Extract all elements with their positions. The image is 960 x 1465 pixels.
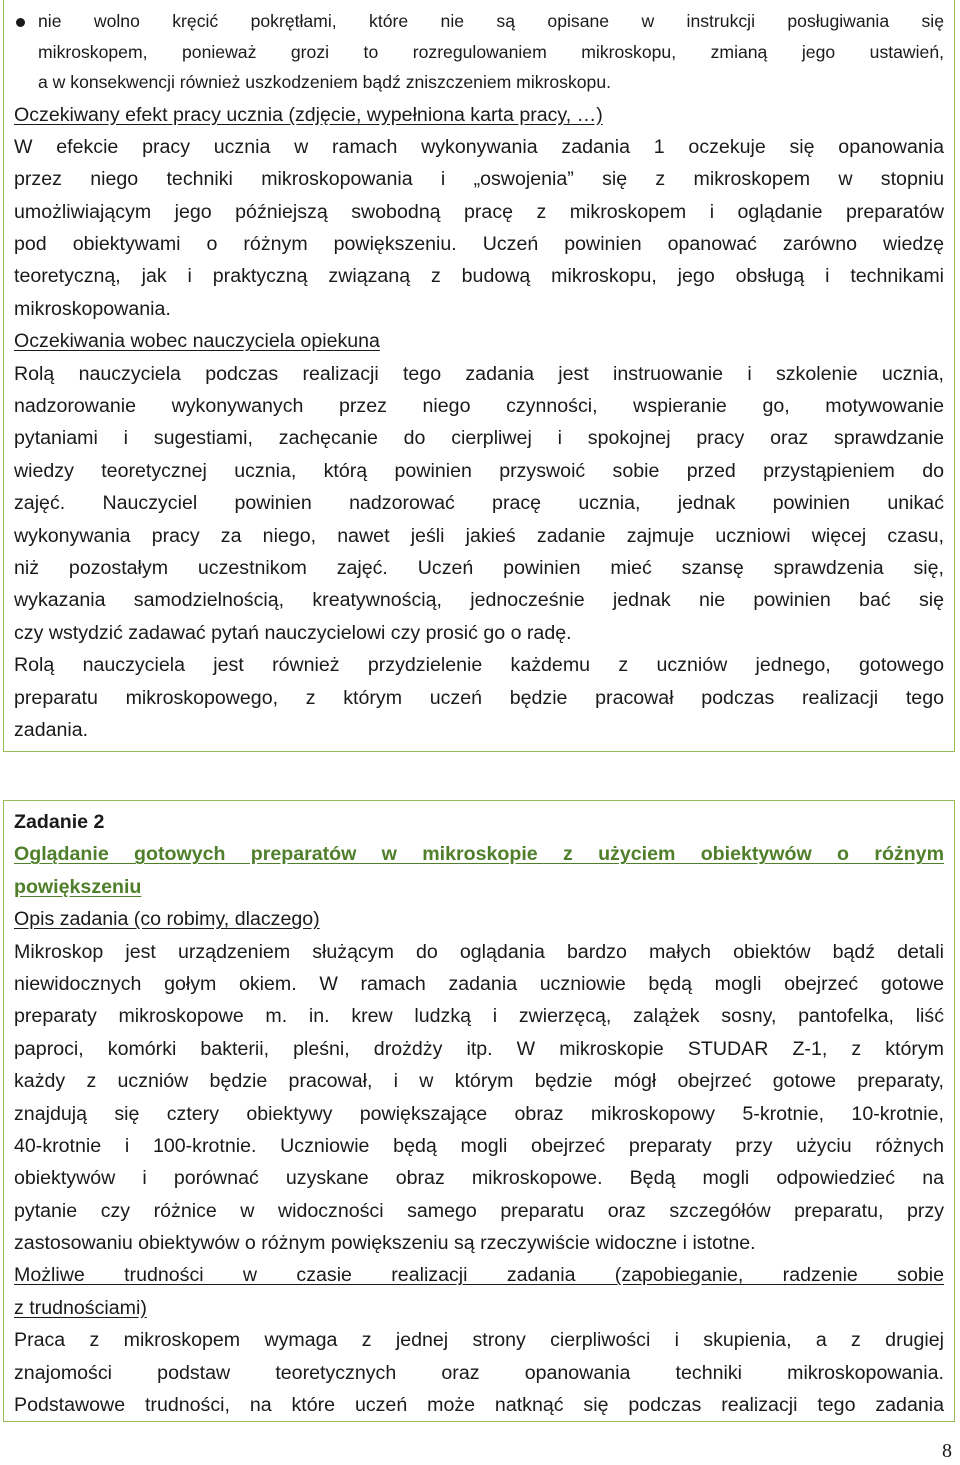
expected-effect-heading: Oczekiwany efekt pracy ucznia (zdjęcie, wypełniona karta pracy, …): [14, 103, 603, 126]
difficulties-heading-line: z trudnościami): [14, 1296, 147, 1319]
paragraph-line: znajomości podstaw teoretycznych oraz opanowania techniki mikroskopowania.: [14, 1361, 944, 1384]
task-title-line: powiększeniu: [14, 875, 142, 898]
expected-effect-heading-row: [14, 99, 944, 131]
bullet-item: [14, 6, 944, 98]
task-title-line: Oglądanie gotowych preparatów w mikroskopie z użyciem obiektywów o różnym: [14, 843, 944, 866]
paragraph-line: niewidocznych gołym okiem. W ramach zadania uczniowie będą mogli obejrzeć gotowe: [14, 972, 944, 995]
paragraph-line: Mikroskop jest urządzeniem służącym do oglądania bardzo małych obiektów bądź detali: [14, 940, 944, 963]
paragraph-line: wykazania samodzielnością, kreatywnością, jednocześnie jednak nie powinien bać się: [14, 589, 944, 612]
task-title-row: [14, 871, 944, 903]
content-box-2: [3, 800, 955, 1422]
paragraph-line: preparaty mikroskopowe m. in. krew ludzką i zwierzęcą, zalążek sosny, pantofelka, liść: [14, 1005, 944, 1028]
teacher-heading: Oczekiwania wobec nauczyciela opiekuna: [14, 330, 380, 353]
paragraph-line: zadania.: [14, 718, 89, 741]
paragraph-line: obiektywów i porównać uzyskane obraz mikroskopowe. Będą mogli odpowiedzieć na: [14, 1167, 944, 1190]
teacher-heading-row: [14, 325, 944, 357]
paragraph-line: zajęć. Nauczyciel powinien nadzorować pracę ucznia, jednak powinien unikać: [14, 492, 944, 515]
bullet-line: a w konsekwencji również uszkodzeniem bądź zniszczeniem mikroskopu.: [38, 72, 612, 92]
box1-content: [14, 6, 944, 746]
paragraph-line: znajdują się cztery obiektywy powiększające obraz mikroskopowy 5-krotnie, 10-krotnie,: [14, 1102, 944, 1125]
description-heading: Opis zadania (co robimy, dlaczego): [14, 908, 320, 931]
difficulties-heading-line: Możliwe trudności w czasie realizacji zadania (zapobieganie, radzenie sobie: [14, 1264, 944, 1287]
paragraph-line: teoretyczną, jak i praktyczną związaną z budową mikroskopu, jego obsługą i technikami: [14, 265, 944, 288]
page-number: 8: [942, 1440, 952, 1462]
paragraph-line: przez niego techniki mikroskopowania i „oswojenia” się z mikroskopem w stopniu: [14, 168, 944, 191]
content-box-1: [3, 0, 955, 752]
paragraph-line: Podstawowe trudności, na które uczeń może natknąć się podczas realizacji tego zadania: [14, 1394, 944, 1417]
difficulties-heading-row: [14, 1292, 944, 1324]
paragraph-line: Rolą nauczyciela jest również przydzielenie każdemu z uczniów jednego, gotowego: [14, 654, 944, 677]
paragraph-line: Praca z mikroskopem wymaga z jednej strony cierpliwości i skupienia, a z drugiej: [14, 1329, 944, 1352]
paragraph-line: Rolą nauczyciela podczas realizacji tego zadania jest instruowanie i szkolenie ucznia,: [14, 362, 944, 385]
paragraph-line: niż pozostałym uczestnikom zajęć. Uczeń powinien mieć szansę sprawdzenia się,: [14, 556, 944, 579]
bullet-icon: [16, 18, 25, 27]
paragraph-line: mikroskopowania.: [14, 297, 171, 320]
paragraph-line: pod obiektywami o różnym powiększeniu. Uczeń powinien opanować zarówno wiedzę: [14, 233, 944, 256]
bullet-line: mikroskopem, ponieważ grozi to rozregulowaniem mikroskopu, zmianą jego ustawień,: [38, 41, 944, 62]
paragraph-line: paproci, komórki bakterii, pleśni, drożdży itp. W mikroskopie STUDAR Z-1, z którym: [14, 1037, 944, 1060]
paragraph-line: zastosowaniu obiektywów o różnym powiększeniu są rzeczywiście widoczne i istotne.: [14, 1232, 756, 1255]
description-heading-row: [14, 903, 944, 935]
paragraph-line: nadzorowanie wykonywanych przez niego czynności, wspieranie go, motywowanie: [14, 395, 944, 418]
bullet-line: nie wolno kręcić pokrętłami, które nie są opisane w instrukcji posługiwania się: [38, 11, 944, 31]
paragraph-line: pytaniami i sugestiami, zachęcanie do cierpliwej i spokojnej pracy oraz sprawdzanie: [14, 427, 944, 450]
paragraph-line: W efekcie pracy ucznia w ramach wykonywania zadania 1 oczekuje się opanowania: [14, 135, 944, 158]
box2-content: [14, 806, 944, 1421]
paragraph-line: czy wstydzić zadawać pytań nauczycielowi czy prosić go o radę.: [14, 621, 572, 644]
paragraph-line: 40-krotnie i 100-krotnie. Uczniowie będą mogli obejrzeć preparaty przy użyciu różnych: [14, 1134, 944, 1157]
paragraph-line: każdy z uczniów będzie pracował, i w którym będzie mógł obejrzeć gotowe preparaty,: [14, 1070, 944, 1093]
task-label: Zadanie 2: [14, 811, 105, 833]
paragraph-line: pytanie czy różnice w widoczności samego preparatu oraz szczegółów preparatu, przy: [14, 1199, 944, 1222]
paragraph-line: umożliwiającym jego późniejszą swobodną pracę z mikroskopem i oglądanie preparatów: [14, 200, 944, 223]
paragraph-line: wykonywania pracy za niego, nawet jeśli jakieś zadanie zajmuje uczniowi więcej czasu,: [14, 524, 944, 547]
paragraph-line: preparatu mikroskopowego, z którym uczeń będzie pracował podczas realizacji tego: [14, 686, 944, 709]
paragraph-line: wiedzy teoretycznej ucznia, którą powinien przyswoić sobie przed przystąpieniem do: [14, 459, 944, 482]
